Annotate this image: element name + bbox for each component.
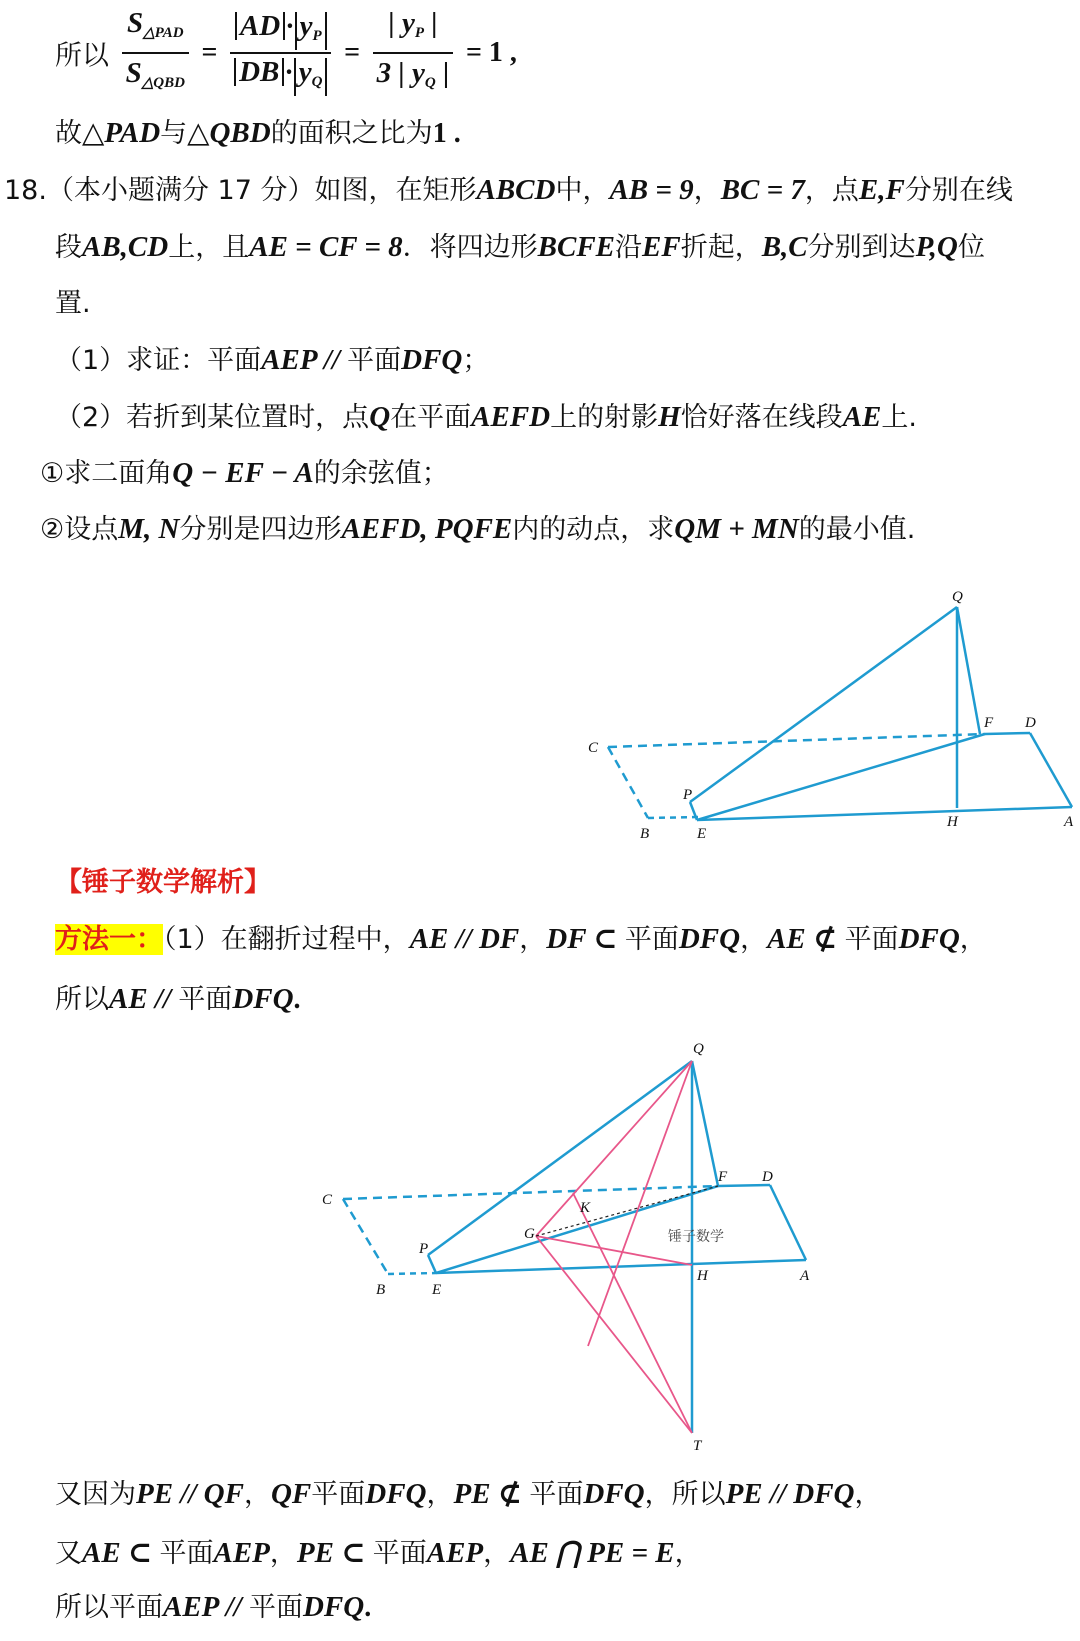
fig2-label-T: T [693,1438,702,1454]
analysis-header: 【锤子数学解析】 [55,867,271,898]
fig1-label-C: C [588,740,599,756]
method-1-line-1: 方法一：（1）在翻折过程中，AE // DF，DF ⊂ 平面DFQ，AE ⊄ 平面DFQ， [55,923,987,955]
fig2-label-A: A [800,1268,810,1284]
fig1-label-B: B [640,826,650,842]
fig2-label-F: F [718,1169,728,1185]
fig2-label-H: H [697,1268,708,1284]
conclusion-line-3: 所以平面AEP // 平面DFQ. [55,1591,372,1623]
fig2-label-C: C [322,1192,333,1208]
conclusion-line-2: 又AE ⊂ 平面AEP，PE ⊂ 平面AEP，AE ⋂ PE = E， [55,1537,702,1569]
fig1-label-Q: Q [952,589,963,605]
method-1-line-2: 所以AE // 平面DFQ. [55,983,301,1015]
area-ratio-fraction: $\frac{S_{\triangle PAD}}{S_{\triangle QBD}}$ [122,6,189,100]
sub-question-2: ②设点M, N分别是四边形AEFD, PQFE内的动点，求QM + MN的最小值. [40,513,916,545]
fig2-label-D: D [762,1169,773,1185]
fig2-label-E: E [432,1282,442,1298]
ratio-equation: 所以 $\frac{S_{\triangle PAD}}{S_{\triangle QBD}}$ = $\frac{AD \cdot y_P}{DB \cdot y_Q}$ = $\frac{| y_P |}{3 | y_Q |}$ = 1 , [55,6,517,100]
problem-number: 18. [4,175,47,206]
fig2-label-P: P [419,1241,429,1257]
question-1: （1）求证：平面AEP // 平面DFQ； [55,344,490,376]
area-conclusion: 故△PAD与△QBD的面积之比为1 . [55,117,461,149]
y-ratio-fraction: $\frac{| y_P |}{3 | y_Q |}$ [373,6,454,100]
fig1-label-P: P [683,787,693,803]
question-2: （2）若折到某位置时，点Q在平面AEFD上的射影H恰好落在线段AE上. [55,401,917,433]
fig2-label-B: B [376,1282,386,1298]
fig1-label-E: E [697,826,707,842]
problem-line-2: 段AB,CD上，且AE = CF = 8．将四边形BCFE沿EF折起，B,C分别到达P,Q位 [55,231,985,263]
problem-line-1: 18.（本小题满分 17 分）如图，在矩形ABCD中，AB = 9，BC = 7，点E,F分别在线 [4,174,1013,206]
problem-line-3: 置. [55,288,91,319]
watermark: 锤子数学 [668,1229,724,1245]
sub-question-1: ①求二面角Q − EF − A的余弦值； [40,457,449,489]
conclusion-line-1: 又因为PE // QF，QF平面DFQ，PE ⊄ 平面DFQ，所以PE // DFQ， [55,1478,882,1510]
method-label: 方法一： [55,924,163,955]
length-ratio-fraction: $\frac{AD \cdot y_P}{DB \cdot y_Q}$ [230,10,331,96]
fig1-label-F: F [984,715,994,731]
fig1-label-H: H [947,814,958,830]
fig1-label-A: A [1064,814,1074,830]
fig2-label-K: K [580,1200,591,1216]
lead-text: 所以 [55,40,109,72]
fig2-label-Q: Q [693,1041,704,1057]
fig2-label-G: G [524,1226,535,1242]
fig1-label-D: D [1025,715,1036,731]
